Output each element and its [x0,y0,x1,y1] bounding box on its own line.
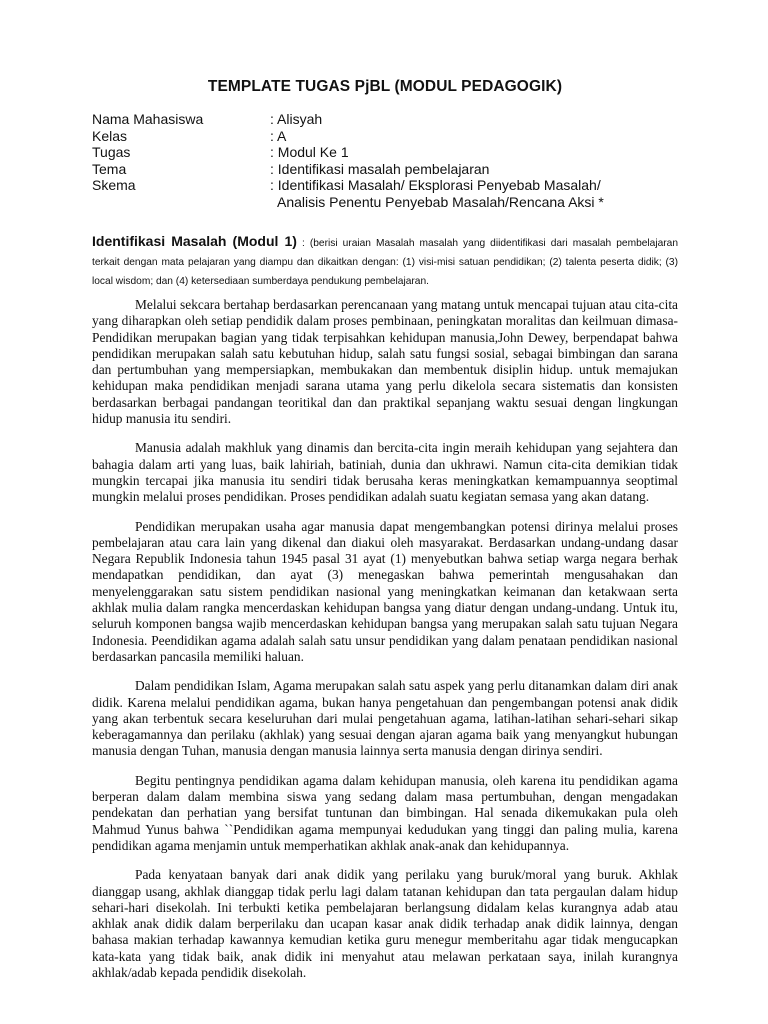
field-label: Kelas [92,127,128,144]
paragraph: Melalui sekcara bertahap berdasarkan perencanaan yang matang untuk mencapai tujuan atau cita-cita yang diharapkan oleh setiap pendidik dalam proses pembinaan, peningkatan moralitas dan keilmuan dimasa-Pendidikan merupakan bagian yang tidak terpisahkan kehidupan manusia,John Dewey, berpendapat bahwa pendidikan merupakan salah satu kebutuhan hidup, salah satu fungsi sosial, sebagai bimbingan dan sarana dan pertumbuhan yang mempersiapkan, membukakan dan membentuk disiplin hidup. untuk memajukan kehidupan maka pendidikan menjadi sarana utama yang perlu dikelola secara sistematis dan konsisten berdasarkan berbagai pandangan teoritikal dan dan praktikal sepanjang waktu sesuai dengan lingkungan hidup manusia itu sendiri. [92,297,678,427]
field-skema [92,177,678,210]
document-page [92,78,678,994]
field-label: Tema [92,160,127,177]
section-heading: Identifikasi Masalah (Modul 1) [92,233,297,249]
field-label: Nama Mahasiswa [92,111,204,127]
field-value: : Identifikasi Masalah/ Eksplorasi Penyebab Masalah/ [270,177,601,193]
field-kelas [92,128,678,145]
paragraph: Manusia adalah makhluk yang dinamis dan bercita-cita ingin meraih kehidupan yang sejahtera dan bahagia dalam arti yang luas, baik lahiriah, batiniah, dunia dan ukhrawi. Namun cita-cita demikian tidak mungkin tercapai jika manusia itu sendiri tidak berusaha keras meningkatkan kemampuannya seoptimal mungkin melalui proses pendidikan. Proses pendidikan adalah suatu kegiatan semasa yang akan datang. [92,440,678,505]
field-label: Tugas [92,144,131,160]
section-intro [92,233,678,290]
field-label: Skema [92,177,136,193]
field-value: : Alisyah [270,111,323,127]
field-nama-mahasiswa [92,111,678,128]
paragraph: Dalam pendidikan Islam, Agama merupakan salah satu aspek yang perlu ditanamkan dalam diri anak didik. Karena melalui pendidikan agama, bukan hanya pengetahuan dan pengembangan potensi anak didik yang akan terbentuk secara keseluruhan dari mulai pengetahuan agama, latihan-latihan sehari-sehari sikap keberagamannya dan perilaku (akhlak) yang sesuai dengan ajaran agama baik yang menyangkut hubungan manusia dengan Tuhan, manusia dengan manusia lainnya serta manusia dengan dirinya sendiri. [92,678,678,759]
section-description: : (berisi uraian Masalah masalah yang diidentifikasi dari masalah pembelajaran terkait dengan mata pelajaran yang diampu dan dikaitkan dengan: (1) visi-misi satuan pendidikan; (2) talenta peserta didik; (3) local wisdom; dan (4) ketersediaan sumberdaya pendukung pembelajaran. [92,238,678,287]
field-value: : A [270,127,287,144]
field-value: : Modul Ke 1 [270,144,349,160]
field-value-continuation: Analisis Penentu Penyebab Masalah/Rencana Aksi * [277,193,604,210]
paragraph: Pada kenyataan banyak dari anak didik yang perilaku yang buruk/moral yang buruk. Akhlak dianggap usang, akhlak dianggap tidak perlu lagi dalam tatanan kehidupan dan tata pergaulan dalam hidup sehari-hari disekolah. Ini terbukti ketika pembelajaran berlangsung didalam kelas kurangnya adab atau akhlak anak didik dalam berperilaku dan ucapan kasar anak didik terhadap anak didik lainnya, dengan bahasa makian terhadap kawannya kemudian ketika guru menegur memberitahu agar tidak mengucapkan kata-kata yang tidak baik, anak didik ini menyahut atau melawan perkataan saya, inilah kurangnya akhlak/adab kepada pendidik disekolah. [92,867,678,980]
document-title: TEMPLATE TUGAS PjBL (MODUL PEDAGOGIK) [207,78,563,95]
field-tugas [92,144,678,161]
body-text [92,297,678,981]
paragraph: Pendidikan merupakan usaha agar manusia dapat mengembangkan potensi dirinya melalui proses pembelajaran atau cara lain yang dikenal dan diakui oleh masyarakat. Berdasarkan undang-undang dasar Negara Republik Indonesia tahun 1945 pasal 31 ayat (1) menyebutkan bahwa setiap warga negara berhak mendapatkan pendidikan, dan ayat (3) menegaskan bahwa pemerintah mengusahakan dan menyelenggarakan satu sistem pendidikan nasional yang meningkatkan keimanan dan ketakwaan serta akhlak mulia dalam rangka mencerdaskan kehidupan bangsa yang diatur dengan undang-undang. Untuk itu, seluruh komponen bangsa wajib mencerdaskan kehidupan bangsa yang merupakan salah satu tujuan Negara Indonesia. Peendidikan agama adalah salah satu unsur pendidikan yang dalam penataan pendidikan nasional berdasarkan pancasila memiliki haluan. [92,518,678,664]
field-value: : Identifikasi masalah pembelajaran [270,160,490,177]
field-value-group [270,177,678,210]
student-info [92,111,678,210]
field-tema [92,161,678,178]
paragraph: Begitu pentingnya pendidikan agama dalam kehidupan manusia, oleh karena itu pendidikan agama berperan dalam dalam membina siswa yang sedang dalam masa pertumbuhan, dengan mengadakan pendekatan dan perhatian yang bersifat tuntunan dan bimbingan. Hal senada dikemukakan pula oleh Mahmud Yunus bahwa ``Pendidikan agama mempunyai kedudukan yang tinggi dan paling mulia, karena pendidikan agama menjamin untuk memperhatikan akhlak anak-anak dan kehidupannya. [92,772,678,853]
